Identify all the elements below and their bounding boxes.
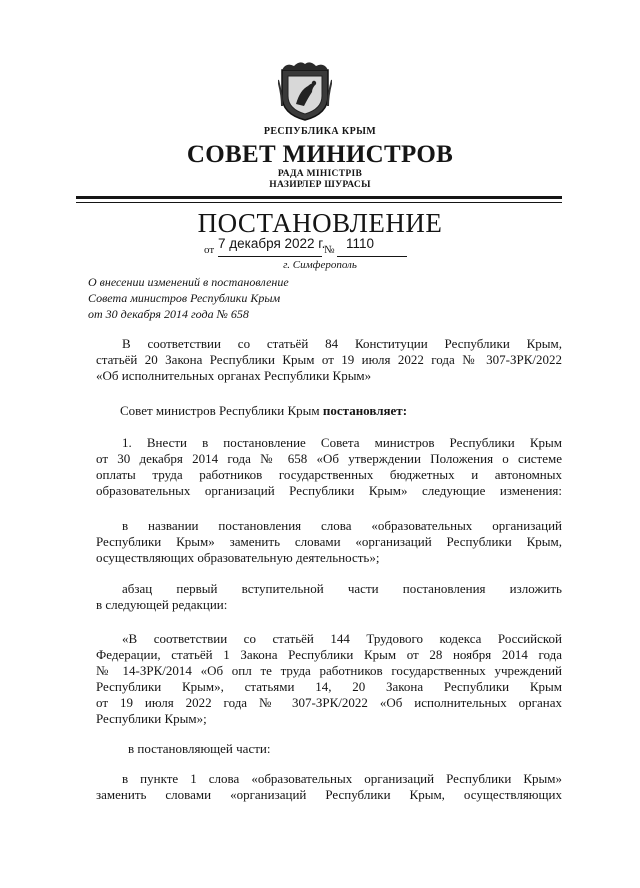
document-date: 7 декабря 2022 г. [218,236,326,251]
text-line: в пункте 1 слова «образовательных организаций Республики Крым» [122,771,562,786]
text-line: Республики Крым», статьями 14, 20 Закона Республики Крым [96,679,562,694]
text-line: от 30 декабря 2014 года № 658 «Об утверждении Положения о системе [96,451,562,466]
text-line [96,403,562,419]
number-label: № [324,244,335,256]
text-line: Республики Крым» заменить словами «организаций Республики Крым, [96,534,562,549]
resolution-text: Совет министров Республики Крым [120,403,320,418]
subject-line: от 30 декабря 2014 года № 658 [88,307,249,321]
text-line: заменить словами «организаций Республики Крым, осуществляющих [96,787,562,802]
document-city: г. Симферополь [283,259,357,271]
text-line: «Об исполнительных органах Республики Крым» [96,368,372,383]
preamble-change-paragraph [96,581,562,613]
new-preamble-quote [96,631,562,727]
subject-line: О внесении изменений в постановление [88,275,289,289]
header-divider-thin [76,202,562,203]
text-line: осуществляющих образовательную деятельность»; [96,550,380,565]
point-1-change-paragraph [96,771,562,803]
number-underline [337,256,407,257]
text-line: В соответствии со статьёй 84 Конституции Республики Крым, [122,336,562,351]
council-title-ukrainian: РАДА МІНІСТРІВ [277,169,363,179]
date-number-row [200,236,440,258]
operative-part-heading [96,741,562,757]
text-line: от 19 июля 2022 года № 307-ЗРК/2022 «Об исполнительных органах [96,695,562,710]
item-1-paragraph [96,435,562,499]
text-line: «В соответствии со статьёй 144 Трудового кодекса Российской [122,631,562,646]
title-change-paragraph [96,518,562,566]
republic-label: РЕСПУБЛИКА КРЫМ [263,126,377,137]
document-subject [88,274,408,322]
council-title: СОВЕТ МИНИСТРОВ [186,141,454,168]
text-line: № 14-ЗРК/2014 «Об опл те труда работников государственных учреждений [96,663,562,678]
header-divider-thick [76,196,562,199]
text-line: в следующей редакции: [96,597,228,612]
text-line: статьёй 20 Закона Республики Крым от 19 июля 2022 года № 307-ЗРК/2022 [96,352,562,367]
resolution-paragraph [96,403,562,419]
council-title-crimean-tatar: НАЗИРЛЕР ШУРАСЫ [269,180,371,190]
date-prefix: от [204,244,215,256]
text-line: Федерации, статьёй 1 Закона Республики Крым от 28 ноября 2014 года [96,647,562,662]
text-line: оплаты труда работников государственных бюджетных и автономных [96,467,562,482]
text-line: абзац первый вступительной части постановления изложить [122,581,562,596]
date-underline [218,256,322,257]
document-type-title: ПОСТАНОВЛЕНИЕ [197,208,443,238]
subject-line: Совета министров Республики Крым [88,291,281,305]
text-line: в названии постановления слова «образовательных организаций [122,518,562,533]
text-line: 1. Внести в постановление Совета министров Республики Крым [122,435,562,450]
text-line: в постановляющей части: [128,741,271,756]
text-line: Республики Крым»; [96,711,207,726]
resolution-verb: постановляет: [322,403,408,418]
document-number: 1110 [346,236,375,251]
text-line: образовательных организаций Республики Крым» следующие изменения: [96,483,562,498]
preamble-paragraph [96,336,562,384]
crimea-coat-of-arms-icon [278,60,332,122]
